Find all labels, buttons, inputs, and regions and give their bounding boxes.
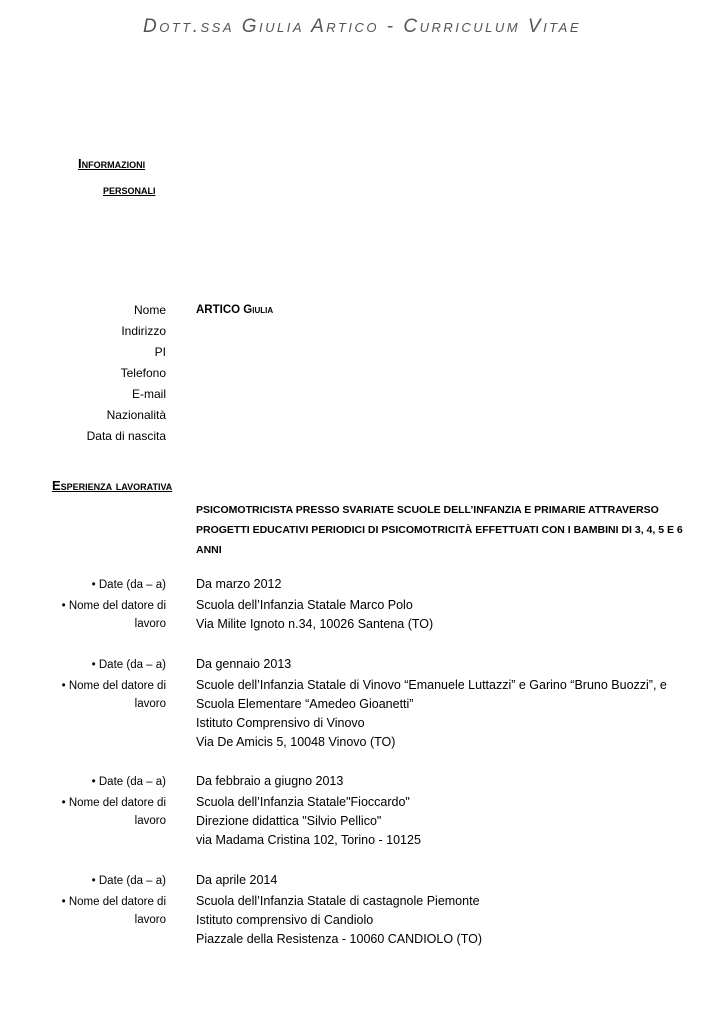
label-nome: Nome [133, 303, 166, 317]
entry-line: Via De Amicis 5, 10048 Vinovo (TO) [196, 735, 396, 749]
entry-line: Istituto Comprensivo di Vinovo [196, 716, 365, 730]
label-employer: • Nome del datore di lavoro [61, 600, 166, 630]
label-dates: • Date (da – a) [91, 659, 166, 671]
name-surname: ARTICO [196, 304, 241, 316]
label-pi: PI [154, 345, 166, 359]
entry-line: Scuola dell’Infanzia Statale Marco Polo [196, 598, 413, 612]
entry-line: Scuole dell’Infanzia Statale di Vinovo “Emanuele Luttazzi” e Garino “Bruno Buozzi”, e [196, 678, 667, 692]
label-telefono: Telefono [120, 366, 166, 380]
section-title-personal-line1: Informazioni [78, 156, 146, 171]
entry-4-values [196, 871, 696, 949]
label-dates: • Date (da – a) [91, 579, 166, 591]
label-dates: • Date (da – a) [91, 875, 166, 887]
job-title: PSICOMOTRICISTA PRESSO SVARIATE SCUOLE DELL’INFANZIA E PRIMARIE ATTRAVERSO PROGETTI EDUCATIVI PERIODICI DI PSICOMOTRICITÀ EFFETTUATI CON I BAMBINI DI 3, 4, 5 E 6 ANNI [196, 504, 683, 556]
entry-4-labels [40, 872, 166, 929]
entry-line: Piazzale della Resistenza - 10060 CANDIOLO (TO) [196, 932, 482, 946]
label-data-nascita: Data di nascita [86, 429, 166, 443]
name-value [196, 301, 273, 320]
entry-date: Da aprile 2014 [196, 873, 278, 887]
entry-1-values [196, 575, 696, 634]
section-title-experience: Esperienza lavorativa [52, 478, 173, 493]
entry-line: Scuola dell’Infanzia Statale di castagnole Piemonte [196, 894, 480, 908]
label-employer: • Nome del datore di lavoro [61, 680, 166, 710]
label-email: E-mail [131, 387, 166, 401]
label-employer: • Nome del datore di lavoro [61, 797, 166, 827]
entry-line: Scuola dell’Infanzia Statale"Fioccardo" [196, 795, 410, 809]
entry-line: Direzione didattica "Silvio Pellico" [196, 814, 382, 828]
label-dates: • Date (da – a) [91, 776, 166, 788]
entry-1-labels [40, 576, 166, 633]
entry-line: Scuola Elementare “Amedeo Gioanetti” [196, 697, 414, 711]
entry-3-values [196, 772, 696, 850]
name-first: Giulia [243, 304, 274, 316]
entry-line: via Madama Cristina 102, Torino - 10125 [196, 833, 421, 847]
label-employer: • Nome del datore di lavoro [61, 896, 166, 926]
entry-line: Via Milite Ignoto n.34, 10026 Santena (TO) [196, 617, 434, 631]
entry-line: Istituto comprensivo di Candiolo [196, 913, 374, 927]
entry-2-values [196, 655, 696, 752]
label-indirizzo: Indirizzo [121, 324, 166, 338]
entry-date: Da gennaio 2013 [196, 657, 292, 671]
section-title-personal-line2: personali [103, 182, 156, 197]
entry-2-labels [40, 656, 166, 713]
label-nazionalita: Nazionalità [106, 408, 166, 422]
entry-date: Da marzo 2012 [196, 577, 282, 591]
page-header-title: Dott.ssa Giulia Artico - Curriculum Vitae [142, 16, 582, 37]
entry-date: Da febbraio a giugno 2013 [196, 774, 344, 788]
entry-3-labels [40, 773, 166, 830]
